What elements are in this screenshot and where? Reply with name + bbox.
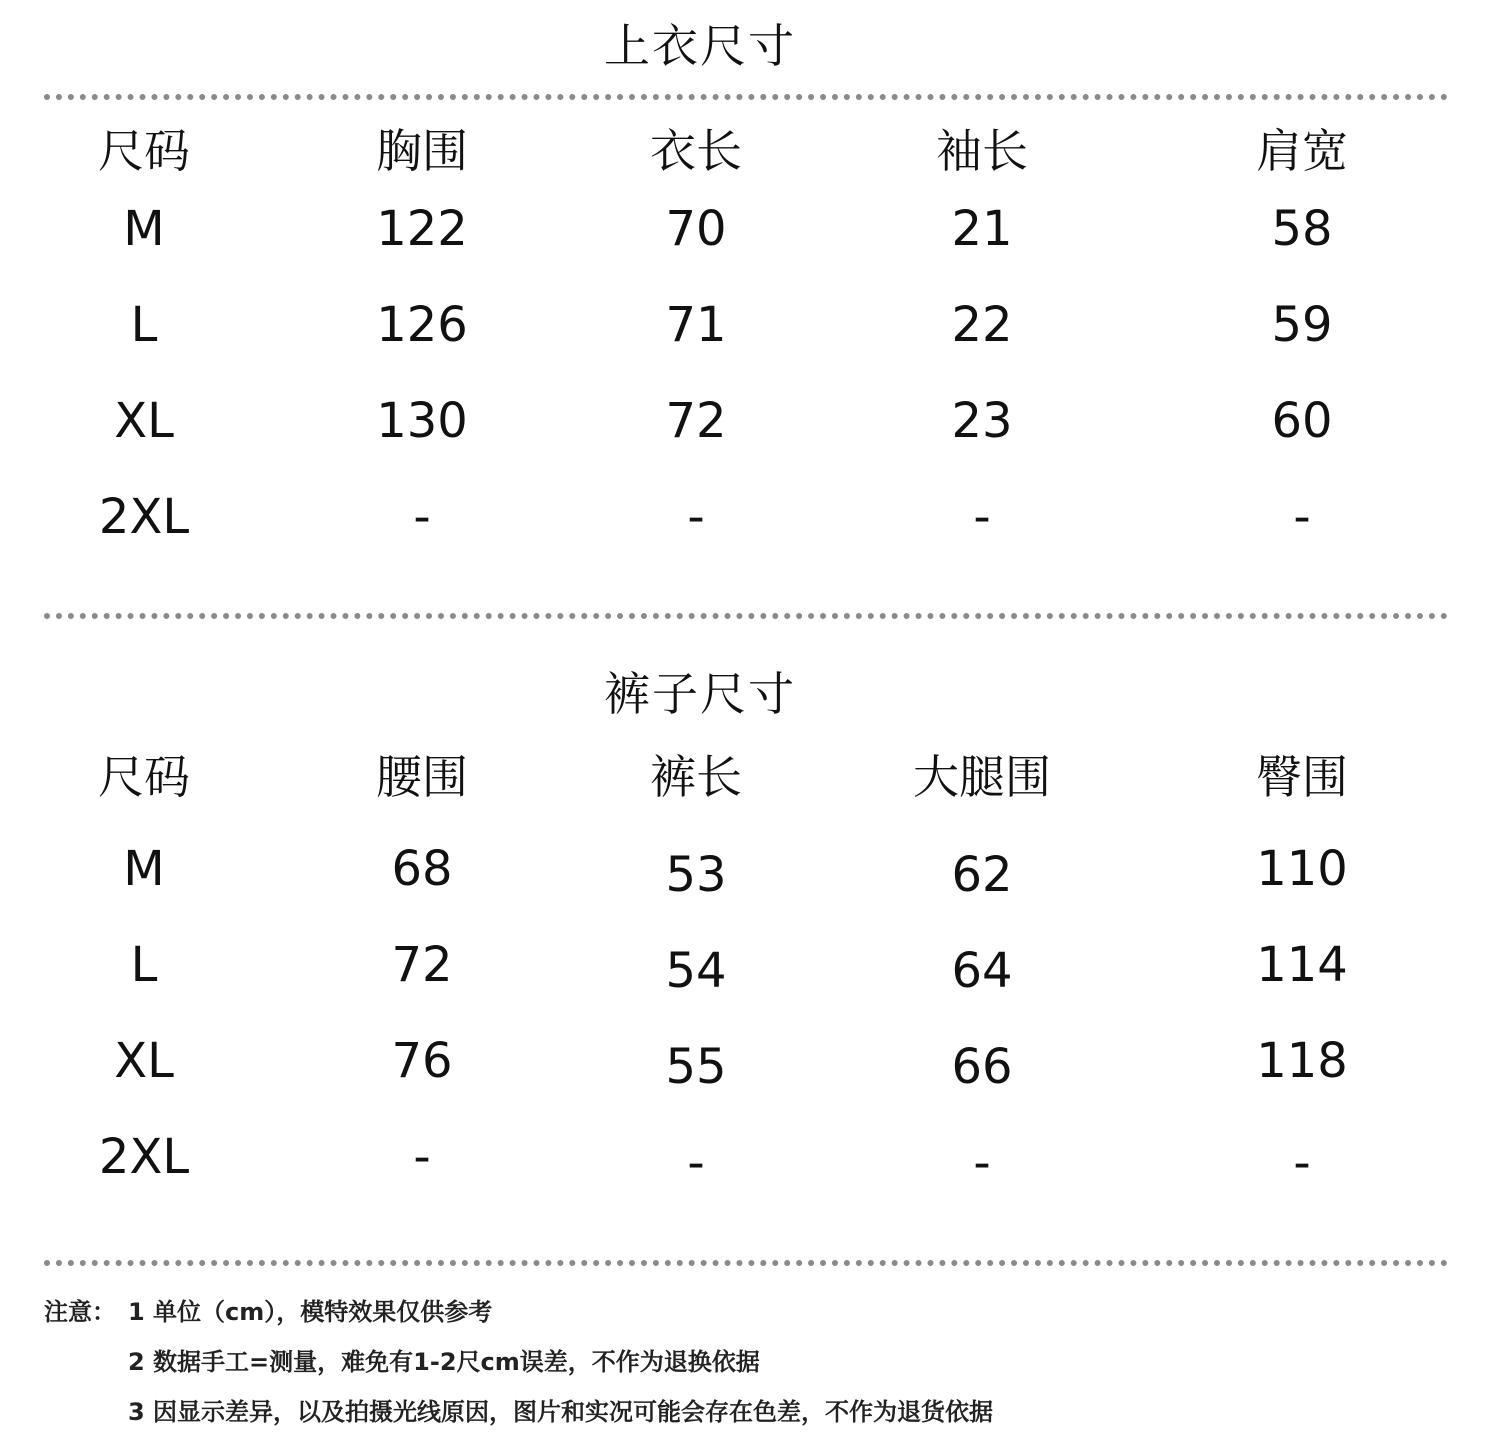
size-cell: 2XL xyxy=(98,1129,190,1185)
value-cell: 53 xyxy=(665,847,727,903)
size-notes xyxy=(44,1296,1464,1446)
top-size-title: 上衣尺寸 xyxy=(604,19,796,73)
value-cell: 70 xyxy=(665,201,727,257)
value-cell: 60 xyxy=(1271,393,1333,449)
value-cell: - xyxy=(413,1129,431,1185)
value-cell: 59 xyxy=(1271,297,1333,353)
top-header-chest: 胸围 xyxy=(376,124,468,178)
note-text: 2 数据手工=测量，难免有1-2尺cm误差，不作为退换依据 xyxy=(128,1348,760,1376)
value-cell: 110 xyxy=(1256,841,1348,897)
value-cell: 64 xyxy=(951,943,1013,999)
size-cell: L xyxy=(130,937,158,993)
size-cell: XL xyxy=(114,1033,174,1089)
value-cell: - xyxy=(973,1135,991,1191)
size-cell: M xyxy=(123,201,165,257)
table-row xyxy=(0,290,1500,360)
table-row xyxy=(0,482,1500,552)
pants-header-size: 尺码 xyxy=(98,750,190,804)
pants-header-length: 裤长 xyxy=(650,750,742,804)
note-text: 3 因显示差异，以及拍摄光线原因，图片和实况可能会存在色差，不作为退货依据 xyxy=(128,1398,994,1426)
pants-header-hip: 臀围 xyxy=(1256,750,1348,804)
note-line-1 xyxy=(44,1296,1464,1346)
top-header-size: 尺码 xyxy=(98,124,190,178)
size-cell: M xyxy=(123,841,165,897)
value-cell: - xyxy=(1293,489,1311,545)
value-cell: 21 xyxy=(951,201,1013,257)
value-cell: 62 xyxy=(951,847,1013,903)
value-cell: 72 xyxy=(665,393,727,449)
table-row xyxy=(0,194,1500,264)
pants-header-waist: 腰围 xyxy=(376,750,468,804)
note-line-2 xyxy=(44,1346,1464,1396)
value-cell: 66 xyxy=(951,1039,1013,1095)
pants-header-thigh: 大腿围 xyxy=(913,750,1051,804)
note-line-3 xyxy=(44,1396,1464,1446)
divider-top xyxy=(44,94,1448,100)
value-cell: 126 xyxy=(376,297,468,353)
table-row xyxy=(0,1122,1500,1192)
top-table-header-row xyxy=(0,116,1500,186)
value-cell: - xyxy=(1293,1135,1311,1191)
divider-middle xyxy=(44,613,1448,619)
size-cell: L xyxy=(130,297,158,353)
divider-bottom xyxy=(44,1260,1448,1266)
value-cell: 55 xyxy=(665,1039,727,1095)
value-cell: 71 xyxy=(665,297,727,353)
value-cell: 122 xyxy=(376,201,468,257)
table-row xyxy=(0,1026,1500,1096)
value-cell: 68 xyxy=(391,841,453,897)
top-header-shoulder: 肩宽 xyxy=(1256,124,1348,178)
size-cell: 2XL xyxy=(98,489,190,545)
table-row xyxy=(0,386,1500,456)
value-cell: 22 xyxy=(951,297,1013,353)
size-cell: XL xyxy=(114,393,174,449)
value-cell: 72 xyxy=(391,937,453,993)
value-cell: - xyxy=(413,489,431,545)
note-text: 1 单位（cm），模特效果仅供参考 xyxy=(128,1298,493,1326)
top-header-length: 衣长 xyxy=(650,124,742,178)
value-cell: 76 xyxy=(391,1033,453,1089)
value-cell: - xyxy=(973,489,991,545)
value-cell: - xyxy=(687,1135,705,1191)
pants-table-header-row xyxy=(0,742,1500,812)
value-cell: 23 xyxy=(951,393,1013,449)
value-cell: 114 xyxy=(1256,937,1348,993)
value-cell: 130 xyxy=(376,393,468,449)
top-header-sleeve: 袖长 xyxy=(936,124,1028,178)
value-cell: - xyxy=(687,489,705,545)
pants-size-title: 裤子尺寸 xyxy=(604,667,796,721)
value-cell: 54 xyxy=(665,943,727,999)
value-cell: 118 xyxy=(1256,1033,1348,1089)
table-row xyxy=(0,834,1500,904)
note-prefix: 注意： xyxy=(44,1298,116,1326)
table-row xyxy=(0,930,1500,1000)
value-cell: 58 xyxy=(1271,201,1333,257)
